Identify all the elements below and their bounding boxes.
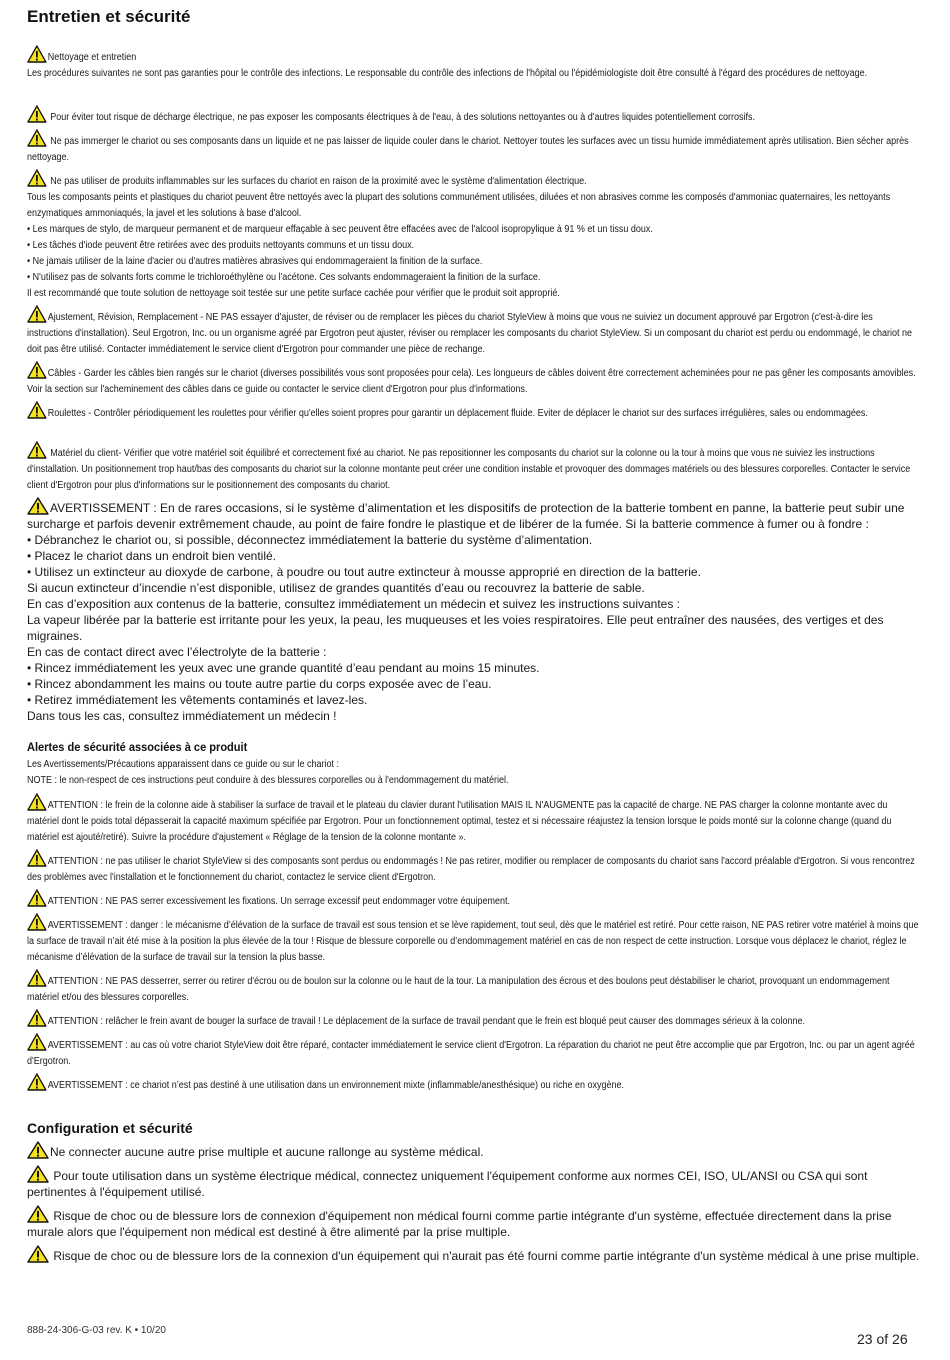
- battery-bullet: • Utilisez un extincteur au dioxyde de carbone, à poudre ou tout autre extincteur à mousse approprié en direction de la batterie.: [27, 565, 701, 579]
- warning-triangle-icon: [27, 1073, 47, 1091]
- config-multiple-socket: [27, 1141, 920, 1160]
- warning-triangle-icon: [27, 441, 47, 459]
- config-non-medical: [27, 1205, 920, 1240]
- alert-text: ATTENTION : relâcher le frein avant de bouger la surface de travail ! Le déplacement de la surface de travail pendant que le frein est bloqué peut causer des dommages sérieux à la colonne.: [47, 1016, 805, 1027]
- cleaning-heading: Nettoyage et entretien: [47, 52, 137, 63]
- paragraph-immersion: [27, 129, 920, 166]
- warning-triangle-icon: [27, 105, 47, 123]
- warning-triangle-icon: [27, 129, 47, 147]
- warning-triangle-icon: [27, 849, 47, 867]
- warning-triangle-icon: [27, 1205, 49, 1223]
- warning-triangle-icon: [27, 889, 47, 907]
- document-number: 888-24-306-G-03 rev. K • 10/20: [27, 1325, 166, 1336]
- alerts-note-text: NOTE : le non-respect de ces instructions peut conduire à des blessures corporelles ou à l'endommagement du matériel.: [27, 775, 509, 786]
- flammable-heading: Ne pas utiliser de produits inflammables sur les surfaces du chariot en raison de la proximité avec le système d'alimentation électrique.: [50, 176, 587, 187]
- warning-triangle-icon: [27, 793, 47, 811]
- battery-bullet: • Débranchez le chariot ou, si possible, déconnectez immédiatement la batterie du système d’alimentation.: [27, 533, 593, 547]
- flammable-bullet: • Ne jamais utiliser de la laine d'acier ou d'autres matières abrasives qui endommageraient la finition de la surface.: [27, 256, 483, 267]
- adjustment-text: Ajustement, Révision, Remplacement - NE PAS essayer d'ajuster, de réviser ou de remplacer les pièces du chariot StyleView à moins que vous ne suiviez un document approuvé par Ergotron (c'est-à-dire les instructions d'installation). Seul Ergotron, Inc. ou un organisme agréé par Ergotron peut ajuster, réviser ou remplacer les composants du chariot StyleView. Si un composant du chariot est perdu ou endommagé, le chariot ne doit pas être utilisé. Contacter immédiatement le service client d'Ergotron pour commander une pièce de rechange.: [27, 312, 913, 355]
- warning-triangle-icon: [27, 1245, 49, 1263]
- electric-shock-text: Pour éviter tout risque de décharge électrique, ne pas exposer les composants électriques à de l'eau, à des solutions nettoyantes ou à d'autres liquides potentiellement corrosifs.: [50, 112, 756, 123]
- immersion-text: Ne pas immerger le chariot ou ses composants dans un liquide et ne pas laisser de liquide couler dans le chariot. Nettoyer toutes les surfaces avec un tissu humide immédiatement après utilisation. Bien sécher après nettoyage.: [27, 136, 909, 163]
- config-text: Pour toute utilisation dans un système électrique médical, connectez uniquement l'équipement conforme aux normes CEI, ISO, UL/ANSI ou CSA qui sont pertinentes à l'équipement utilisé.: [27, 1169, 868, 1199]
- alert-release-brake: [27, 1009, 920, 1030]
- paragraph-cables: [27, 361, 920, 398]
- alert-text: ATTENTION : NE PAS desserrer, serrer ou retirer d'écrou ou de boulon sur la colonne ou le haut de la tour. La manipulation des écrous et des boulons peut déstabiliser le chariot, provoquant un endommagement matériel et/ou des blessures corporelles.: [27, 976, 890, 1003]
- battery-text: La vapeur libérée par la batterie est irritante pour les yeux, la peau, les muqueuses et les voies respiratoires. Elle peut entraîner des nausées, des vertiges et des migraines.: [27, 613, 884, 643]
- config-text: Ne connecter aucune autre prise multiple et aucune rallonge au système médical.: [50, 1145, 484, 1159]
- warning-triangle-icon: [27, 305, 47, 323]
- flammable-bullet: • Les marques de stylo, de marqueur permanent et de marqueur effaçable à sec peuvent être effacées avec de l'alcool isopropylique à 91 % et un tissu doux.: [27, 224, 653, 235]
- warning-triangle-icon: [27, 1009, 47, 1027]
- alert-repair: [27, 1033, 920, 1070]
- battery-bullet: • Retirez immédiatement les vêtements contaminés et lavez-les.: [27, 693, 368, 707]
- section-heading-safety-alerts: Alertes de sécurité associées à ce produit: [27, 740, 248, 754]
- paragraph-electric-shock: [27, 105, 920, 126]
- alert-overtighten: [27, 889, 920, 910]
- alert-column-brake: [27, 793, 920, 846]
- battery-text: En cas de contact direct avec l’électrolyte de la batterie :: [27, 645, 327, 659]
- alert-nuts-bolts: [27, 969, 920, 1006]
- alert-missing-components: [27, 849, 920, 886]
- warning-triangle-icon: [27, 169, 47, 187]
- alert-text: AVERTISSEMENT : ce chariot n’est pas destiné à une utilisation dans un environnement mixte (inflammable/anesthésique) ou riche en oxygène.: [47, 1080, 625, 1091]
- alert-text: ATTENTION : NE PAS serrer excessivement les fixations. Un serrage excessif peut endommager votre équipement.: [47, 896, 511, 907]
- paragraph-adjustment: [27, 305, 920, 358]
- config-text: Risque de choc ou de blessure lors de connexion d'équipement non médical fourni comme partie intégrante d'un système, effectuée directement dans la prise murale alors que l'équipement non médical est destiné à être alimenté par la prise multiple.: [27, 1209, 892, 1239]
- battery-text: Si aucun extincteur d’incendie n’est disponible, utilisez de grandes quantités d’eau ou recouvrez la batterie de sable.: [27, 581, 645, 595]
- warning-triangle-icon: [27, 1033, 47, 1051]
- alert-environment: [27, 1073, 920, 1094]
- battery-bullet: • Placez le chariot dans un endroit bien ventilé.: [27, 549, 277, 563]
- battery-bullet: • Rincez immédiatement les yeux avec une grande quantité d’eau pendant au moins 15 minutes.: [27, 661, 540, 675]
- battery-text: Dans tous les cas, consultez immédiatement un médecin !: [27, 709, 337, 723]
- cleaning-text: Les procédures suivantes ne sont pas garanties pour le contrôle des infections. Le responsable du contrôle des infections de l'hôpital ou l'épidémiologiste doit être consulté à l'égard des procédures de nettoyage.: [27, 68, 868, 79]
- paragraph-casters: [27, 401, 920, 422]
- warning-triangle-icon: [27, 1141, 49, 1159]
- warning-triangle-icon: [27, 45, 47, 63]
- alert-text: ATTENTION : ne pas utiliser le chariot StyleView si des composants sont perdus ou endommagés ! Ne pas retirer, modifier ou remplacer de composants du chariot sans l'accord préalable d'Ergotron. Si vous rencontrez des problèmes avec l'installation et le fonctionnement du chariot, contactez le service client d'Ergotron.: [27, 856, 915, 883]
- warning-triangle-icon: [27, 497, 49, 515]
- paragraph-alerts-intro: [27, 757, 920, 789]
- cables-text: Câbles - Garder les câbles bien rangés sur le chariot (diverses possibilités vous sont proposées pour cela). Les longueurs de câbles doivent être correctement acheminées pour ne pas gêner les composants amovibles. Voir la section sur l'acheminement des câbles dans ce guide ou contacter le service client d'Ergotron pour plus d'informations.: [27, 368, 916, 395]
- flammable-note: Il est recommandé que toute solution de nettoyage soit testée sur une petite surface cachée pour vérifier que le produit soit approprié.: [27, 288, 560, 299]
- paragraph-battery-warning: [27, 497, 920, 724]
- battery-warning-text: AVERTISSEMENT : En de rares occasions, si le système d’alimentation et les dispositifs de protection de la batterie tombent en panne, la batterie peut subir une surcharge et parfois devenir extrêmement chaude, au point de faire fondre le plastique et de libérer de la fumée. Si la batterie commence à fumer ou à fondre :: [27, 501, 905, 531]
- battery-bullet: • Rincez abondamment les mains ou toute autre partie du corps exposée avec de l’eau.: [27, 677, 492, 691]
- flammable-bullet: • Les tâches d'iode peuvent être retirées avec des produits nettoyants communs et un tissu doux.: [27, 240, 415, 251]
- alerts-intro-text: Les Avertissements/Précautions apparaissent dans ce guide ou sur le chariot :: [27, 759, 340, 770]
- alert-text: AVERTISSEMENT : au cas où votre chariot StyleView doit être réparé, contacter immédiatement le service client d'Ergotron. La réparation du chariot ne peut être accomplie que par Ergotron, Inc. ou par un agent agréé d'Ergotron.: [27, 1040, 915, 1067]
- section-heading-configuration: Configuration et sécurité: [27, 1120, 193, 1136]
- warning-triangle-icon: [27, 361, 47, 379]
- page-number: 23 of 26: [857, 1331, 908, 1347]
- config-non-system-equipment: [27, 1245, 920, 1264]
- warning-triangle-icon: [27, 1165, 49, 1183]
- page-title: Entretien et sécurité: [27, 7, 191, 26]
- config-text: Risque de choc ou de blessure lors de la connexion d'un équipement qui n'aurait pas été fourni comme partie intégrante d'un système médical à une prise multiple.: [53, 1249, 920, 1263]
- alert-text: AVERTISSEMENT : danger : le mécanisme d’élévation de la surface de travail est sous tension et se lève rapidement, tout seul, dès que le matériel est retiré. Pour cette raison, NE PAS retirer votre matériel à moins que la surface de travail n’ait été mise à la position la plus élevée de la tour ! Risque de blessure corporelle ou d’endommagement matériel en cas de non respect de cette instruction. Lorsque vous déplacez le chariot, réglez le mécanisme d’élévation de la surface de travail sur la tension la plus basse.: [27, 920, 919, 963]
- config-standards: [27, 1165, 920, 1200]
- alert-lift-mechanism: [27, 913, 920, 966]
- battery-text: En cas d’exposition aux contenus de la batterie, consultez immédiatement un médecin et suivez les instructions suivantes :: [27, 597, 681, 611]
- warning-triangle-icon: [27, 969, 47, 987]
- casters-text: Roulettes - Contrôler périodiquement les roulettes pour vérifier qu'elles soient propres pour garantir un déplacement fluide. Eviter de déplacer le chariot sur des surfaces irrégulières, sales ou endommagées.: [47, 408, 868, 419]
- flammable-bullet: • N'utilisez pas de solvants forts comme le trichloroéthylène ou l'acétone. Ces solvants endommageraient la finition de la surface.: [27, 272, 541, 283]
- paragraph-cleaning: [27, 45, 920, 82]
- alert-text: ATTENTION : le frein de la colonne aide à stabiliser la surface de travail et le plateau du clavier durant l'utilisation MAIS IL N'AUGMENTE pas la capacité de charge. NE PAS charger la colonne montante avec du matériel dont le poids total dépasserait la capacité maximum spécifiée par Ergotron. Pour un fonctionnement optimal, testez et si nécessaire réajustez la tension lorsque le poids monté sur la colonne change (quand du matériel est ajouté/retiré). Suivre la procédure d'ajustement « Réglage de la tension de la colonne montante ».: [27, 800, 892, 843]
- paragraph-flammable: [27, 169, 920, 302]
- warning-triangle-icon: [27, 913, 47, 931]
- client-equipment-text: Matériel du client- Vérifier que votre matériel soit équilibré et correctement fixé au chariot. Ne pas repositionner les composants du chariot sur la colonne ou la tour à moins que vous ne suiviez les instructions d'installation. Un positionnement trop haut/bas des composants du chariot sur la colonne montante peut créer une condition instable et provoquer des dommages matériels ou des blessures corporelles. Contacter le service client d'Ergotron pour plus d'informations sur le positionnement des composants du chariot.: [27, 448, 911, 491]
- flammable-text: Tous les composants peints et plastiques du chariot peuvent être nettoyés avec la plupart des solutions communément utilisées, diluées et non abrasives comme les composés d'ammoniac quaternaires, les nettoyants enzymatiques ammoniaqués, la javel et les solutions à base d'alcool.: [27, 192, 891, 219]
- warning-triangle-icon: [27, 401, 47, 419]
- paragraph-client-equipment: [27, 441, 920, 494]
